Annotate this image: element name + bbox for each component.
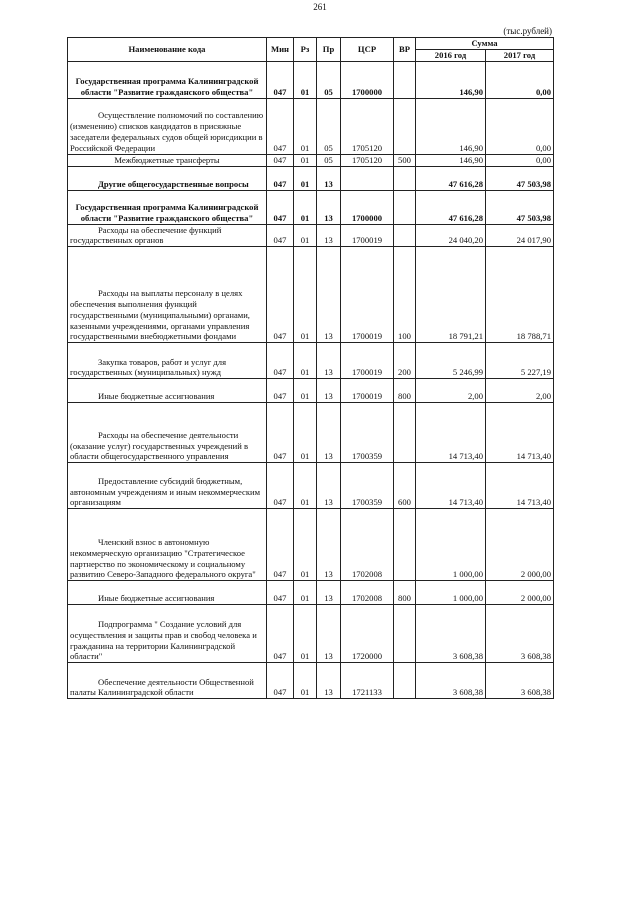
row-rz: 01 <box>294 61 317 98</box>
row-2017: 3 608,38 <box>486 605 554 663</box>
row-2016: 14 713,40 <box>416 403 486 463</box>
table-row <box>68 61 554 98</box>
row-pr: 05 <box>317 61 341 98</box>
header-pr: Пр <box>317 38 341 62</box>
row-vr <box>394 61 416 98</box>
row-vr <box>394 605 416 663</box>
row-vr: 800 <box>394 581 416 605</box>
row-rz: 01 <box>294 247 317 343</box>
row-2016: 5 246,99 <box>416 343 486 379</box>
row-min: 047 <box>267 166 294 190</box>
row-pr: 13 <box>317 663 341 699</box>
row-name: Закупка товаров, работ и услуг для государственных (муниципальных) нужд <box>68 343 267 379</box>
row-rz: 01 <box>294 343 317 379</box>
row-2016: 18 791,21 <box>416 247 486 343</box>
row-2017: 0,00 <box>486 98 554 154</box>
row-csr: 1700019 <box>341 247 394 343</box>
table-row <box>68 379 554 403</box>
table-row <box>68 98 554 154</box>
row-2017: 0,00 <box>486 61 554 98</box>
row-2016: 146,90 <box>416 154 486 166</box>
row-csr: 1700359 <box>341 463 394 509</box>
row-name: Подпрограмма " Создание условий для осуществления и защиты прав и свобод человека и гражданина на территории Калининградской области" <box>68 605 267 663</box>
row-2016: 47 616,28 <box>416 190 486 224</box>
row-csr: 1720000 <box>341 605 394 663</box>
row-name: Иные бюджетные ассигнования <box>68 581 267 605</box>
row-pr: 13 <box>317 403 341 463</box>
row-2017: 14 713,40 <box>486 403 554 463</box>
row-2016: 3 608,38 <box>416 663 486 699</box>
row-2016: 47 616,28 <box>416 166 486 190</box>
row-csr: 1700019 <box>341 343 394 379</box>
row-name: Иные бюджетные ассигнования <box>68 379 267 403</box>
row-csr: 1700359 <box>341 403 394 463</box>
row-pr: 13 <box>317 509 341 581</box>
row-min: 047 <box>267 98 294 154</box>
row-vr: 200 <box>394 343 416 379</box>
row-min: 047 <box>267 343 294 379</box>
row-vr <box>394 663 416 699</box>
row-rz: 01 <box>294 663 317 699</box>
table-row <box>68 224 554 247</box>
row-vr: 600 <box>394 463 416 509</box>
row-pr: 13 <box>317 224 341 247</box>
table-row <box>68 605 554 663</box>
row-rz: 01 <box>294 98 317 154</box>
row-2017: 24 017,90 <box>486 224 554 247</box>
row-vr <box>394 190 416 224</box>
row-min: 047 <box>267 379 294 403</box>
row-pr: 13 <box>317 190 341 224</box>
row-2017: 2,00 <box>486 379 554 403</box>
row-2017: 2 000,00 <box>486 581 554 605</box>
row-2016: 2,00 <box>416 379 486 403</box>
row-vr: 100 <box>394 247 416 343</box>
row-min: 047 <box>267 190 294 224</box>
row-pr: 05 <box>317 98 341 154</box>
row-csr: 1705120 <box>341 98 394 154</box>
row-vr <box>394 98 416 154</box>
row-min: 047 <box>267 154 294 166</box>
row-csr: 1721133 <box>341 663 394 699</box>
row-csr: 1700019 <box>341 379 394 403</box>
table-row <box>68 247 554 343</box>
table-row <box>68 343 554 379</box>
row-vr: 500 <box>394 154 416 166</box>
row-pr: 05 <box>317 154 341 166</box>
row-2016: 24 040,20 <box>416 224 486 247</box>
header-2017: 2017 год <box>486 49 554 61</box>
header-min: Мин <box>267 38 294 62</box>
row-min: 047 <box>267 605 294 663</box>
row-pr: 13 <box>317 605 341 663</box>
row-name: Расходы на выплаты персоналу в целях обеспечения выполнения функций государственными (муниципальными) органами, казенными учреждениями, органами управления государственными внебюджетными фондами <box>68 247 267 343</box>
row-2017: 14 713,40 <box>486 463 554 509</box>
row-pr: 13 <box>317 247 341 343</box>
row-name: Расходы на обеспечение деятельности (оказание услуг) государственных учреждений в области общегосударственного управления <box>68 403 267 463</box>
row-csr: 1705120 <box>341 154 394 166</box>
row-2017: 18 788,71 <box>486 247 554 343</box>
row-rz: 01 <box>294 224 317 247</box>
row-name: Осуществление полномочий по составлению (изменению) списков кандидатов в присяжные заседатели федеральных судов общей юрисдикции в Российской Федерации <box>68 98 267 154</box>
row-2017: 0,00 <box>486 154 554 166</box>
row-rz: 01 <box>294 403 317 463</box>
row-2016: 1 000,00 <box>416 509 486 581</box>
row-rz: 01 <box>294 581 317 605</box>
table-row <box>68 663 554 699</box>
row-2017: 5 227,19 <box>486 343 554 379</box>
row-vr <box>394 224 416 247</box>
row-name: Межбюджетные трансферты <box>68 154 267 166</box>
row-csr <box>341 166 394 190</box>
row-2016: 146,90 <box>416 61 486 98</box>
row-name: Обеспечение деятельности Общественной палаты Калининградской области <box>68 663 267 699</box>
unit-note: (тыс.рублей) <box>503 26 552 36</box>
row-pr: 13 <box>317 379 341 403</box>
table-row <box>68 463 554 509</box>
row-rz: 01 <box>294 379 317 403</box>
row-name: Государственная программа Калининградской области "Развитие гражданского общества" <box>68 190 267 224</box>
row-min: 047 <box>267 61 294 98</box>
table-row <box>68 403 554 463</box>
row-csr: 1700000 <box>341 190 394 224</box>
row-csr: 1700019 <box>341 224 394 247</box>
table-row <box>68 581 554 605</box>
row-csr: 1700000 <box>341 61 394 98</box>
table-row <box>68 190 554 224</box>
budget-table <box>67 37 554 699</box>
row-min: 047 <box>267 663 294 699</box>
row-pr: 13 <box>317 581 341 605</box>
row-rz: 01 <box>294 190 317 224</box>
table-row <box>68 166 554 190</box>
row-2017: 2 000,00 <box>486 509 554 581</box>
header-2016: 2016 год <box>416 49 486 61</box>
row-pr: 13 <box>317 463 341 509</box>
row-rz: 01 <box>294 463 317 509</box>
row-2017: 47 503,98 <box>486 190 554 224</box>
row-2016: 3 608,38 <box>416 605 486 663</box>
row-name: Предоставление субсидий бюджетным, автономным учреждениям и иным некоммерческим организациям <box>68 463 267 509</box>
row-rz: 01 <box>294 605 317 663</box>
row-csr: 1702008 <box>341 581 394 605</box>
table-row <box>68 509 554 581</box>
row-2016: 14 713,40 <box>416 463 486 509</box>
row-vr <box>394 166 416 190</box>
row-2017: 3 608,38 <box>486 663 554 699</box>
header-vr: ВР <box>394 38 416 62</box>
row-2016: 1 000,00 <box>416 581 486 605</box>
header-row <box>68 38 554 50</box>
header-name: Наименование кода <box>68 38 267 62</box>
row-2016: 146,90 <box>416 98 486 154</box>
row-min: 047 <box>267 509 294 581</box>
row-vr: 800 <box>394 379 416 403</box>
row-name: Расходы на обеспечение функций государственных органов <box>68 224 267 247</box>
row-name: Другие общегосударственные вопросы <box>68 166 267 190</box>
header-csr: ЦСР <box>341 38 394 62</box>
row-name: Государственная программа Калининградской области "Развитие гражданского общества" <box>68 61 267 98</box>
row-pr: 13 <box>317 166 341 190</box>
row-2017: 47 503,98 <box>486 166 554 190</box>
row-min: 047 <box>267 224 294 247</box>
row-min: 047 <box>267 463 294 509</box>
page-number: 261 <box>313 2 327 12</box>
row-rz: 01 <box>294 154 317 166</box>
header-rz: Рз <box>294 38 317 62</box>
header-sum: Сумма <box>416 38 554 50</box>
row-csr: 1702008 <box>341 509 394 581</box>
row-rz: 01 <box>294 509 317 581</box>
table-row <box>68 154 554 166</box>
row-pr: 13 <box>317 343 341 379</box>
row-vr <box>394 509 416 581</box>
row-min: 047 <box>267 581 294 605</box>
row-min: 047 <box>267 247 294 343</box>
row-rz: 01 <box>294 166 317 190</box>
row-min: 047 <box>267 403 294 463</box>
row-vr <box>394 403 416 463</box>
row-name: Членский взнос в автономную некоммерческую организацию "Стратегическое партнерство по экономическому и социальному развитию Северо-Западного федерального округа" <box>68 509 267 581</box>
